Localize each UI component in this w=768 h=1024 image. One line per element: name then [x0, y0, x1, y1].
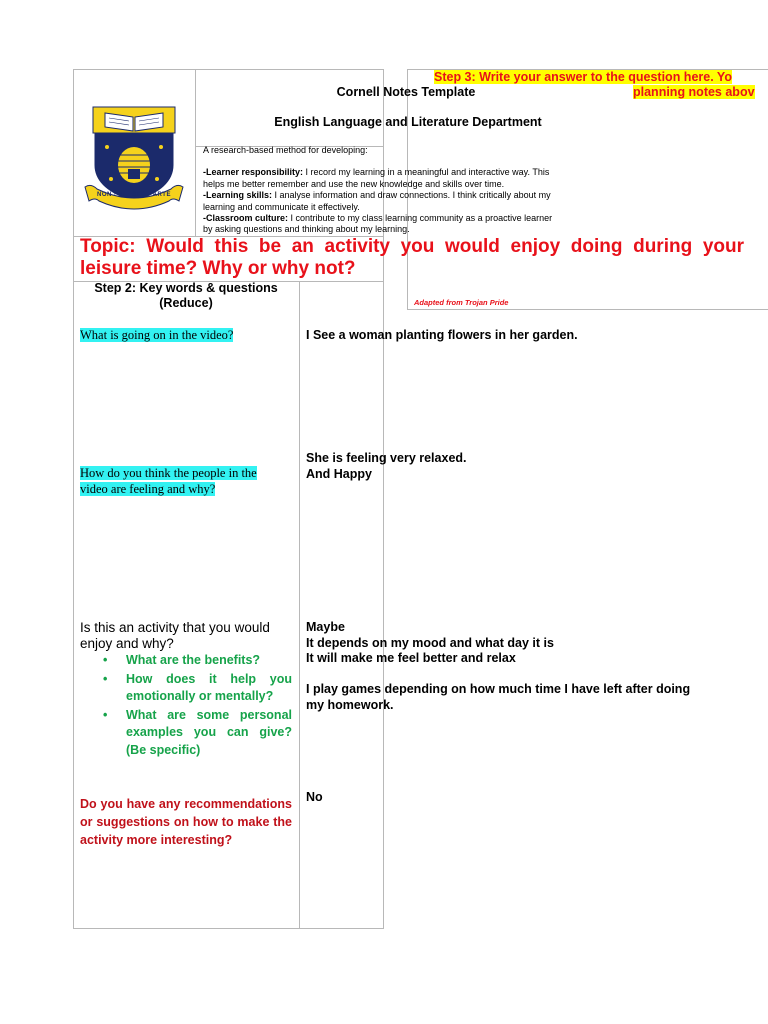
method-item-learning-skills: -Learning skills: I analyse information and draw connections. I think critically about my: [203, 190, 551, 201]
table-top-border: [73, 69, 384, 70]
answer-2: She is feeling very relaxed. And Happy: [306, 451, 467, 481]
logo-divider: [195, 69, 196, 236]
template-title: Cornell Notes Template: [336, 85, 476, 99]
answer-3: Maybe It depends on my mood and what day it is It will make me feel better and relax I play games depending on how much time I have left after doing my homework.: [306, 620, 691, 712]
bullet-benefits: • What are the benefits?: [103, 653, 261, 667]
method-item-learner-responsibility: -Learner responsibility: I record my learning in a meaningful and interactive way. This: [203, 167, 550, 178]
step3-box-bottom: [407, 309, 768, 310]
question-activity-enjoy: Is this an activity that you would enjoy and why?: [80, 620, 270, 651]
table-left-border: [73, 69, 74, 929]
question-recommendations: Do you have any recommendations or suggestions on how to make the activity more interesting?: [80, 797, 292, 847]
method-description: [203, 145, 613, 236]
school-crest-logo: [83, 103, 185, 215]
answer-4: No: [306, 790, 323, 804]
method-intro: A research-based method for developing:: [203, 145, 368, 155]
answer-1: I See a woman planting flowers in her garden.: [306, 328, 578, 342]
step3-line1: Step 3: Write your answer to the question here. Yo: [434, 70, 732, 84]
crest-motto: NON · VI · SED · ARTE: [97, 192, 171, 198]
method-item-classroom-culture: -Classroom culture: I contribute to my class learning community as a proactive learner: [203, 213, 553, 224]
method-item-learner-responsibility-cont: helps me better remember and use the new knowledge and skills over time.: [203, 178, 505, 189]
method-item-classroom-culture-cont: by asking questions and thinking about my learning.: [203, 224, 410, 235]
column-divider: [299, 281, 300, 929]
table-bottom-border: [73, 928, 384, 929]
step2-heading-line1: Step 2: Key words & questions: [94, 281, 278, 295]
step2-heading-line2: (Reduce): [159, 296, 213, 310]
topic-heading: Topic: Would this be an activity you would enjoy doing during your leisure time? Why or why not?: [80, 236, 744, 279]
question-what-is-going-on: What is going on in the video?: [80, 328, 234, 342]
department-title: English Language and Literature Department: [274, 115, 542, 129]
adapted-credit: Adapted from Trojan Pride: [414, 298, 509, 307]
bullet-emotional: • How does it help you emotionally or mentally?: [103, 671, 292, 703]
step3-line2: planning notes abov: [633, 85, 755, 99]
question-how-feeling: How do you think the people in the video are feeling and why?: [80, 466, 257, 496]
bullet-examples: • What are some personal examples you can give? (Be specific): [103, 707, 292, 757]
question-bullets: [80, 652, 292, 760]
method-item-learning-skills-cont: learning and communicate it effectively.: [203, 201, 360, 212]
